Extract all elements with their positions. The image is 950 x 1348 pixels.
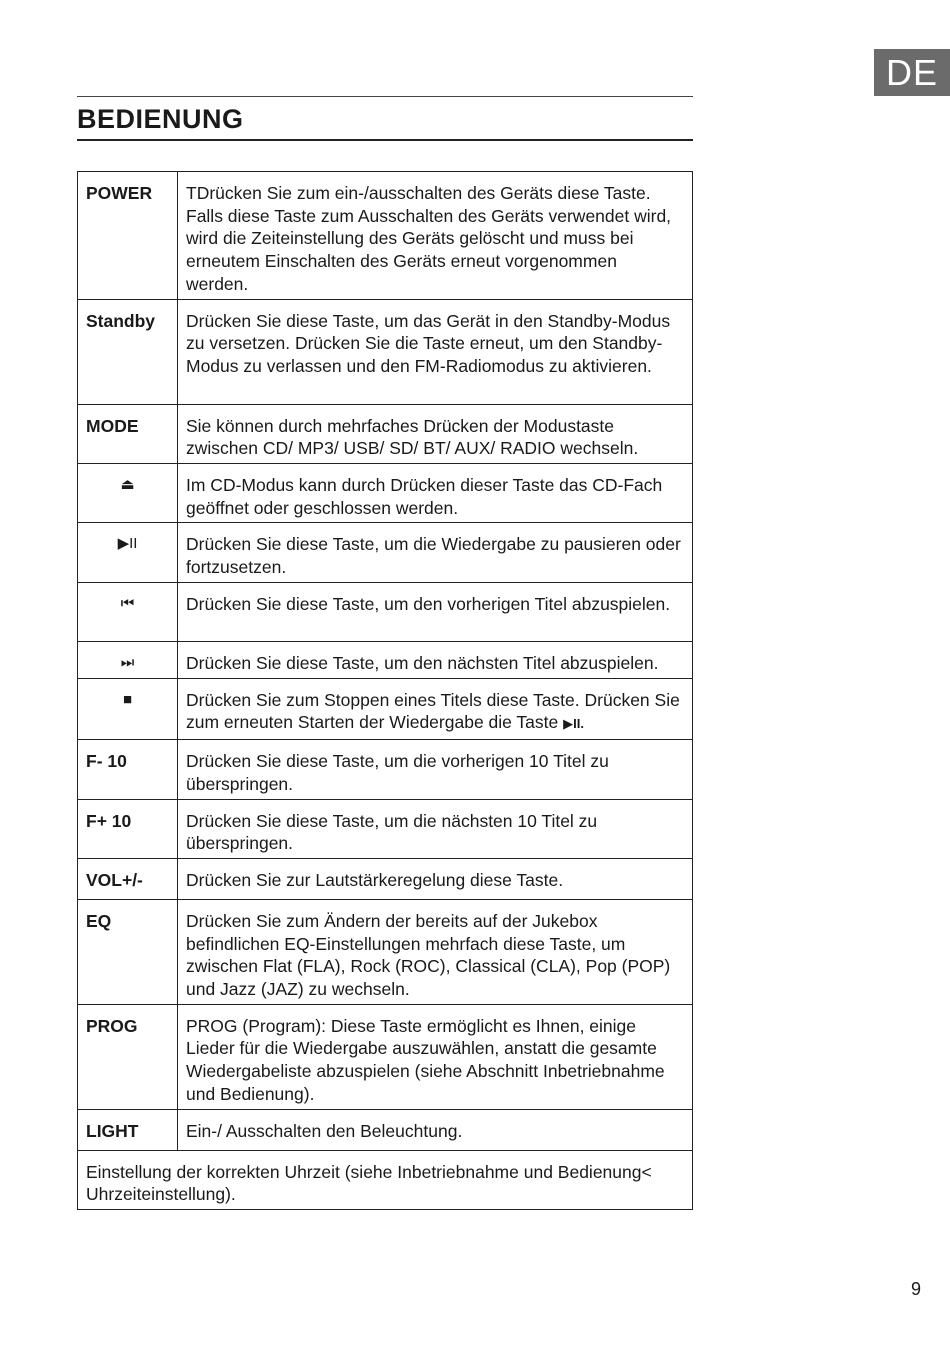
control-key: F- 10 [78,740,178,799]
control-key: Standby [78,299,178,404]
table-row [78,463,693,522]
top-rule [77,96,693,97]
table-row [78,641,693,678]
footer-note: Einstellung der korrekten Uhrzeit (siehe Inbetriebnahme und Bedienung< Uhrzeiteinstellung). [78,1150,693,1209]
control-description [178,678,693,739]
table-row [78,1004,693,1109]
heading-underline [77,139,693,141]
table-row [78,740,693,799]
control-description: Drücken Sie diese Taste, um die vorherigen 10 Titel zu überspringen. [178,740,693,799]
control-key: MODE [78,404,178,463]
table-row [78,799,693,858]
table-row [78,1150,693,1209]
control-description: Drücken Sie diese Taste, um die nächsten 10 Titel zu überspringen. [178,799,693,858]
control-key: POWER [78,172,178,300]
control-description: Drücken Sie diese Taste, um die Wiedergabe zu pausieren oder fortzusetzen. [178,523,693,582]
table-row [78,523,693,582]
table-row [78,404,693,463]
control-key: F+ 10 [78,799,178,858]
control-description: Drücken Sie diese Taste, um das Gerät in den Standby-Modus zu versetzen. Drücken Sie die Taste erneut, um den Standby-Modus zu verlassen und den FM-Radiomodus zu aktivieren. [178,299,693,404]
control-description: PROG (Program): Diese Taste ermöglicht es Ihnen, einige Lieder für die Wiedergabe auszuwählen, anstatt die gesamte Wiedergabeliste abzuspielen (siehe Abschnitt Inbetriebnahme und Bedienung). [178,1004,693,1109]
section-heading: BEDIENUNG [77,104,244,134]
next-track-icon: ⏭ [78,641,178,678]
page-number: 9 [911,1279,922,1299]
language-badge: DE [874,49,950,96]
table-row [78,899,693,1004]
control-key: VOL+/- [78,858,178,899]
control-key: EQ [78,899,178,1004]
control-description: Drücken Sie zur Lautstärkeregelung diese Taste. [178,858,693,899]
table-row [78,299,693,404]
control-description: TDrücken Sie zum ein-/ausschalten des Geräts diese Taste. Falls diese Taste zum Ausschalten des Geräts verwendet wird, wird die Zeiteinstellung des Geräts gelöscht und muss bei erneutem Einschalten des Geräts erneut vorgenommen werden. [178,172,693,300]
play-pause-icon: ▶II. [563,716,584,732]
table-row [78,172,693,300]
play-pause-icon: ▶II [78,523,178,582]
previous-track-icon: ⏮ [78,582,178,641]
stop-icon: ■ [78,678,178,739]
control-description: Im CD-Modus kann durch Drücken dieser Taste das CD-Fach geöffnet oder geschlossen werden. [178,463,693,522]
control-key: PROG [78,1004,178,1109]
table-row [78,1109,693,1150]
control-description: Drücken Sie diese Taste, um den nächsten Titel abzuspielen. [178,641,693,678]
controls-table [77,171,693,1210]
control-description: Sie können durch mehrfaches Drücken der Modustaste zwischen CD/ MP3/ USB/ SD/ BT/ AUX/ RADIO wechseln. [178,404,693,463]
control-description: Ein-/ Ausschalten den Beleuchtung. [178,1109,693,1150]
control-description: Drücken Sie diese Taste, um den vorherigen Titel abzuspielen. [178,582,693,641]
control-key: LIGHT [78,1109,178,1150]
table-row [78,858,693,899]
eject-icon: ⏏ [78,463,178,522]
description-text: Drücken Sie zum Stoppen eines Titels diese Taste. Drücken Sie zum erneuten Starten der Wiedergabe die Taste [186,689,680,733]
table-row [78,582,693,641]
table-row [78,678,693,739]
control-description: Drücken Sie zum Ändern der bereits auf der Jukebox befindlichen EQ-Einstellungen mehrfach diese Taste, um zwischen Flat (FLA), Rock (ROC), Classical (CLA), Pop (POP) und Jazz (JAZ) zu wechseln. [178,899,693,1004]
